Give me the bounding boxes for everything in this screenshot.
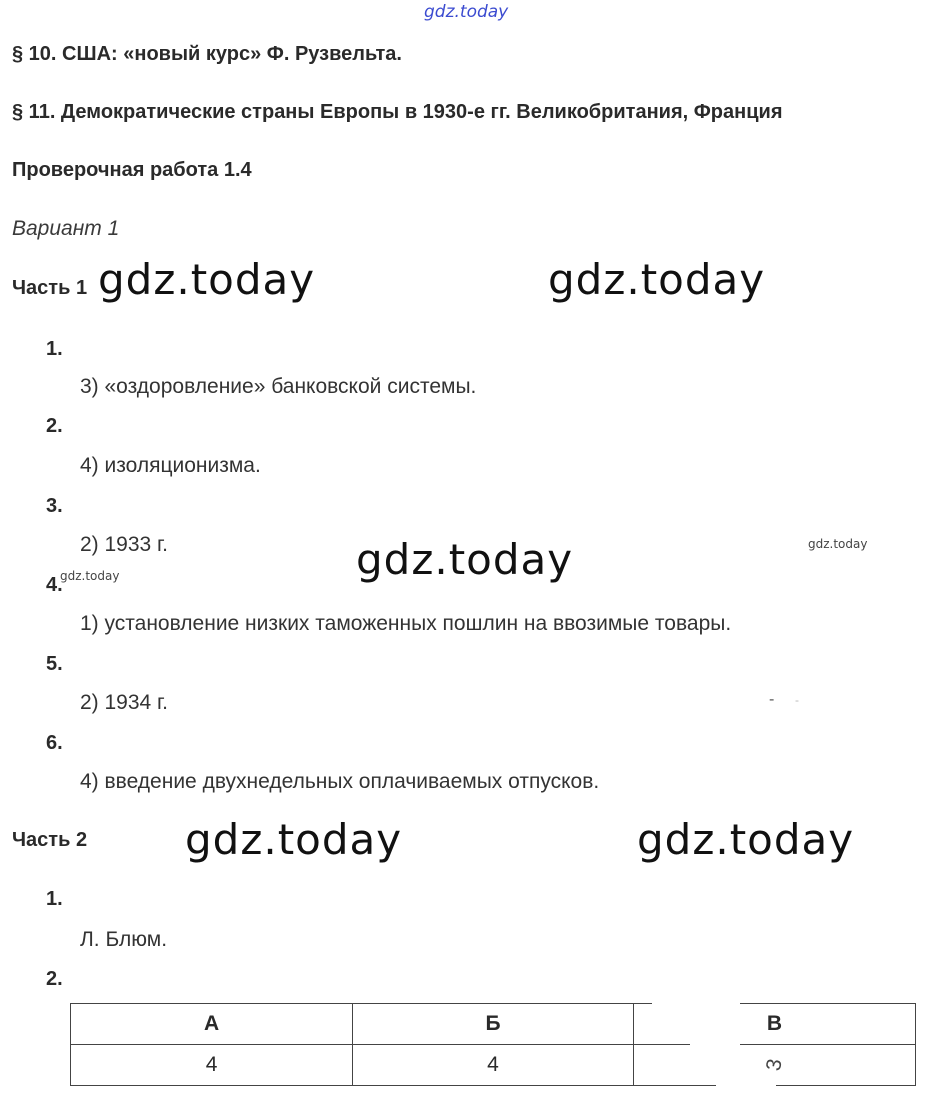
part2-title: Часть 2 — [12, 829, 88, 851]
watermark-large: gdz.today — [185, 815, 403, 864]
answer-text: 4) введение двухнедельных оплачиваемых отпусков. — [80, 770, 600, 793]
stray-dash: - — [769, 691, 775, 708]
scan-artifact — [652, 998, 740, 1004]
section-10-heading: § 10. США: «новый курс» Ф. Рузвельта. — [12, 43, 402, 65]
table-header-cell: Б — [353, 1004, 634, 1045]
answer-text: 1) установление низких таможенных пошлин на ввозимые товары. — [80, 612, 732, 635]
table-header-cell: А — [71, 1004, 353, 1045]
table-header-cell: В — [633, 1004, 915, 1045]
watermark-small: gdz.today — [808, 537, 868, 551]
variant-label: Вариант 1 — [12, 217, 120, 240]
table-row — [71, 1045, 916, 1086]
question-number: 1. — [46, 338, 63, 360]
question-number: 2. — [46, 415, 63, 437]
part1-title: Часть 1 — [12, 277, 88, 299]
question-number: 2. — [46, 968, 63, 990]
table-cell: 4 — [353, 1045, 634, 1086]
scan-artifact — [716, 1080, 776, 1088]
watermark-top: gdz.today — [424, 2, 509, 22]
table-header-row — [71, 1004, 916, 1045]
answer-text: Л. Блюм. — [80, 928, 168, 951]
answer-text: 4) изоляционизма. — [80, 454, 261, 477]
question-number: 6. — [46, 732, 63, 754]
watermark-large: gdz.today — [356, 535, 574, 584]
answer-text: 2) 1933 г. — [80, 533, 168, 556]
answer-text: 2) 1934 г. — [80, 691, 168, 714]
watermark-large: gdz.today — [548, 255, 766, 304]
handwritten-value: 3 — [761, 1057, 787, 1073]
test-title: Проверочная работа 1.4 — [12, 159, 252, 181]
answer-table — [70, 1003, 916, 1086]
watermark-small: gdz.today — [60, 569, 120, 583]
answer-text: 3) «оздоровление» банковской системы. — [80, 375, 477, 398]
watermark-large: gdz.today — [98, 255, 316, 304]
stray-dash: - — [795, 693, 799, 707]
section-11-heading: § 11. Демократические страны Европы в 1930-е гг. Великобритания, Франция — [12, 101, 783, 123]
watermark-large: gdz.today — [637, 815, 855, 864]
question-number: 1. — [46, 888, 63, 910]
scan-artifact — [690, 1040, 740, 1045]
question-number: 4. — [46, 574, 63, 596]
table-cell: 4 — [71, 1045, 353, 1086]
question-number: 5. — [46, 653, 63, 675]
question-number: 3. — [46, 495, 63, 517]
